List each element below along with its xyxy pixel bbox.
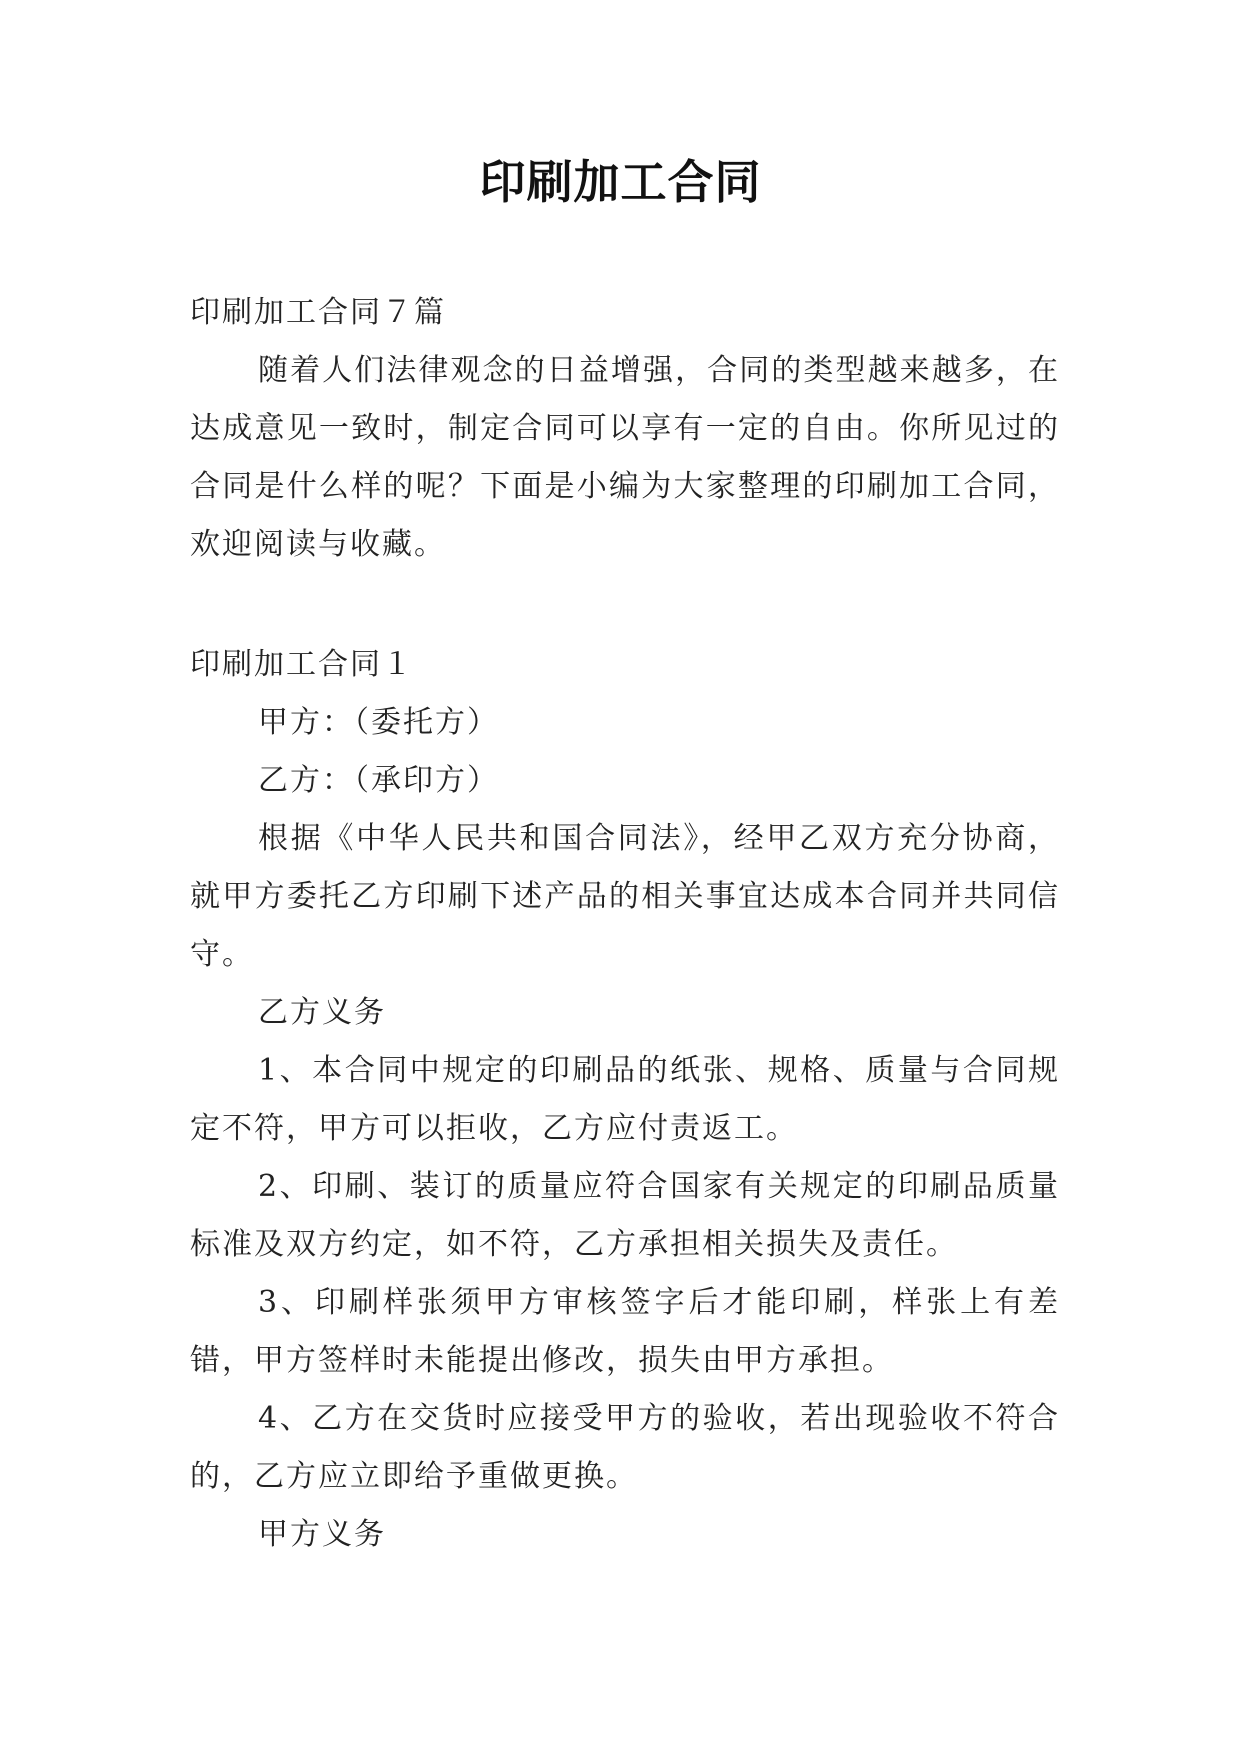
intro-paragraph: 随着人们法律观念的日益增强，合同的类型越来越多，在达成意见一致时，制定合同可以享有一定的自由。你所见过的合同是什么样的呢？下面是小编为大家整理的印刷加工合同，欢迎阅读与收藏。 <box>190 353 1060 562</box>
contract-1-heading: 印刷加工合同１ <box>190 647 414 682</box>
party-a-line: 甲方：（委托方） <box>258 705 499 740</box>
intro-section <box>190 284 1060 574</box>
clause-3: 3、印刷样张须甲方审核签字后才能印刷，样张上有差错，甲方签样时未能提出修改，损失由甲方承担。 <box>190 1285 1060 1378</box>
preamble-paragraph: 根据《中华人民共和国合同法》，经甲乙双方充分协商，就甲方委托乙方印刷下述产品的相关事宜达成本合同并共同信守。 <box>190 821 1060 972</box>
clause-1: 1、本合同中规定的印刷品的纸张、规格、质量与合同规定不符，甲方可以拒收，乙方应付责返工。 <box>190 1053 1060 1146</box>
party-a-duties-heading: 甲方义务 <box>258 1517 386 1552</box>
contract-1-section <box>190 636 1060 1564</box>
clause-2: 2、印刷、装订的质量应符合国家有关规定的印刷品质量标准及双方约定，如不符，乙方承担相关损失及责任。 <box>190 1169 1060 1262</box>
document-title: 印刷加工合同 <box>479 155 762 209</box>
party-b-line: 乙方：（承印方） <box>258 763 499 798</box>
clause-4: 4、乙方在交货时应接受甲方的验收，若出现验收不符合的，乙方应立即给予重做更换。 <box>190 1401 1060 1494</box>
collection-subtitle: 印刷加工合同７篇 <box>190 295 446 330</box>
party-b-duties-heading: 乙方义务 <box>258 995 386 1030</box>
